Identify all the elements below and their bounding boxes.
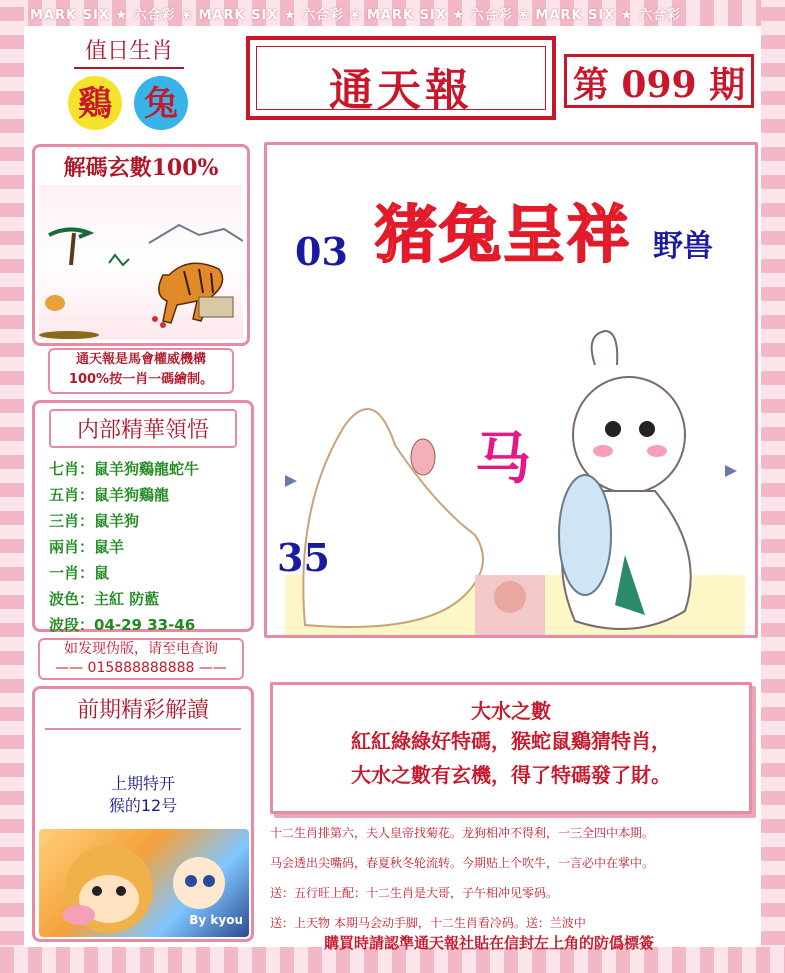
warning-phone: —— 015888888888 —— [55,660,227,676]
insight-value: 04-29 33-46 [94,616,196,634]
frame-left-border [0,0,24,973]
frame-top-border [0,0,785,26]
masthead-title: 通天報 [329,65,473,116]
poem-panel [270,682,752,814]
insight-title: 内部精華領悟 [49,409,237,448]
zodiac-of-day-title: 值日生肖 [74,34,184,69]
previous-result [35,773,251,817]
counterfeit-warning [38,638,244,680]
insight-label: 波段： [49,616,95,634]
insight-row-2 [35,534,251,560]
authority-notice [48,348,234,394]
warning-text: 如发现伪版，请至电查询 [64,641,218,657]
feature-headline: 猪兔呈祥 [375,198,632,271]
insight-label: 三肖： [49,512,95,530]
marquee-text: MARK SIX ★ 六合彩 ❀ MARK SIX ★ 六合彩 ❀ MARK SIX ★ 六合彩 ❀ MARK SIX ★ 六合彩 [30,8,681,23]
insight-row-color [35,586,251,612]
poem-line-1: 紅紅綠綠好特碼，猴蛇鼠鷄猜特肖， [351,729,671,753]
insight-label: 波色： [49,590,95,608]
insight-label: 一肖： [49,564,95,582]
insight-row-7 [35,456,251,482]
poem-line-2: 大水之數有玄機，得了特碼發了財。 [351,763,671,787]
decode-panel [32,144,250,346]
previous-line-2: 猴的12号 [108,796,178,815]
insight-value: 鼠羊 [94,538,125,556]
insight-label: 兩肖： [49,538,95,556]
insight-value: 鼠羊狗鷄龍 [94,486,170,504]
tip-line: 十二生肖排第六，夫人皇帝找菊花。龙狗相冲不得利，一三全四中本期。 [270,826,655,840]
artist-byline: By kyou [189,913,243,927]
tips-list [270,818,758,938]
masthead [246,36,556,120]
previous-issue-panel [32,686,254,942]
previous-title: 前期精彩解讀 [45,693,241,730]
insight-panel [32,400,254,632]
poem-title: 大水之數 [471,699,551,723]
frame-right-border [761,0,785,973]
previous-line-1: 上期特开 [110,774,175,793]
main-feature-panel [264,142,758,638]
tiger-scene-svg [39,185,243,339]
tip-line: 送：上天物 本期马会动手脚，十二生肖看冷码。送：兰波中 [270,916,586,930]
feature-number-2: 35 [277,535,330,580]
monkey-cartoon-illustration [39,829,249,937]
insight-value: 主紅 防藍 [94,590,160,608]
notice-line-2: 100%按一肖一碼繪制。 [68,372,214,387]
insight-value: 鼠 [94,564,110,582]
insight-row-3 [35,508,251,534]
feature-center-character: 马 [475,426,531,492]
tiger-scene-illustration [39,185,243,339]
notice-line-1: 通天報是馬會權威機構 [75,352,206,367]
tip-line: 送：五行旺上配：十二生肖是大哥，子午相冲见零码。 [270,886,559,900]
zodiac-animal-1: 鷄 [68,76,122,130]
zodiac-animal-2: 兔 [134,76,188,130]
feature-subtitle: 野兽 [653,229,713,264]
content-area [24,26,761,952]
insight-row-5 [35,482,251,508]
tip-line: 马会透出尖嘴码，春夏秋冬轮流转。今期贴上个吹牛，一言必中在掌中。 [270,856,655,870]
footer-note: 購買時請認準通天報社貼在信封左上角的防僞標簽 [324,934,655,952]
insight-label: 五肖： [49,486,95,504]
issue-number: 第 099 期 [564,54,754,108]
insight-label: 七肖： [49,460,95,478]
insight-value: 鼠羊狗鷄龍蛇牛 [94,460,200,478]
insight-value: 鼠羊狗 [94,512,140,530]
insight-row-range [35,612,251,638]
decode-title: 解碼玄數100% [63,155,219,181]
feature-number-1: 03 [295,229,348,274]
insight-row-1 [35,560,251,586]
